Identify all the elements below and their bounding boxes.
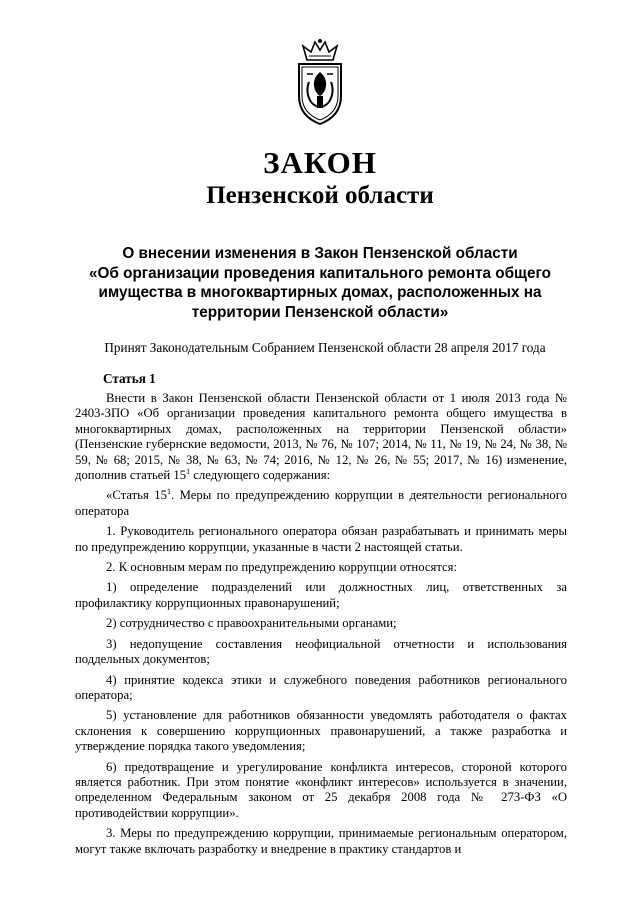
paragraph: 1) определение подразделений или должностных лиц, ответственных за профилактику коррупционных правонарушений; <box>75 580 567 610</box>
adoption-note: Принят Законодательным Собранием Пензенской области 28 апреля 2017 года <box>104 340 546 355</box>
paragraph: 2. К основным мерам по предупреждению коррупции относятся: <box>106 560 458 575</box>
paragraph: 3) недопущение составления неофициальной отчетности и использования поддельных документов; <box>75 636 567 667</box>
paragraph: 1. Руководитель регионального оператора обязан разрабатывать и принимать меры по предупреждению коррупции, указанные в части 2 настоящей статьи. <box>75 524 567 554</box>
paragraph: 2) сотрудничество с правоохранительными органами; <box>106 616 397 631</box>
article-heading: Статья 1 <box>103 371 156 386</box>
subject-line: территории Пензенской области» <box>191 303 449 321</box>
law-title: ЗАКОН <box>263 145 377 180</box>
law-region: Пензенской области <box>206 182 434 209</box>
paragraph: 4) принятие кодекса этики и служебного поведения работников регионального оператора; <box>75 672 567 702</box>
law-subject <box>62 244 578 322</box>
subject-line: имущества в многоквартирных домах, расположенных на <box>98 284 542 301</box>
paragraph: 3. Меры по предупреждению коррупции, принимаемые региональным оператором, могут также включать разработку и внедрение в практику стандартов и <box>75 826 567 856</box>
paragraph: Внести в Закон Пензенской области Пензенской области от 1 июля 2013 года № 2403-ЗПО «Об организации проведения капитального ремонта общего имущества в многоквартирных домах, расположенных на территории Пензенской области» (Пензенские губернские ведомости, 2013, № 76, № 107; 2014, № 11, № 19, № 24, № 38, № 59, № 68; 2015, № 38, № 63, № 74; 2016, № 12, № 26, № 55; 2017, № 16) изменение, дополнив статьей $15^1$ следующего содержания: <box>75 391 567 483</box>
paragraph: 6) предотвращение и урегулирование конфликта интересов, стороной которого является работник. При этом понятие «конфликт интересов» используется в значении, определенном Федеральным законом от 25 декабря 2008 года № 273-ФЗ «О противодействии коррупции». <box>75 759 567 820</box>
subject-line: «Об организации проведения капитального ремонта общего <box>89 264 551 282</box>
article-body <box>75 391 567 862</box>
paragraph: 5) установление для работников обязанности уведомлять работодателя о фактах склонения к совершению коррупционных правонарушений, а также разработка и утверждение порядка такого уведомления; <box>75 708 567 754</box>
penza-coat-of-arms-icon <box>287 38 353 128</box>
paragraph: «Статья $15^1$. Меры по предупреждению коррупции в деятельности регионального оператора <box>75 487 568 518</box>
subject-line: О внесении изменения в Закон Пензенской области <box>122 245 518 262</box>
